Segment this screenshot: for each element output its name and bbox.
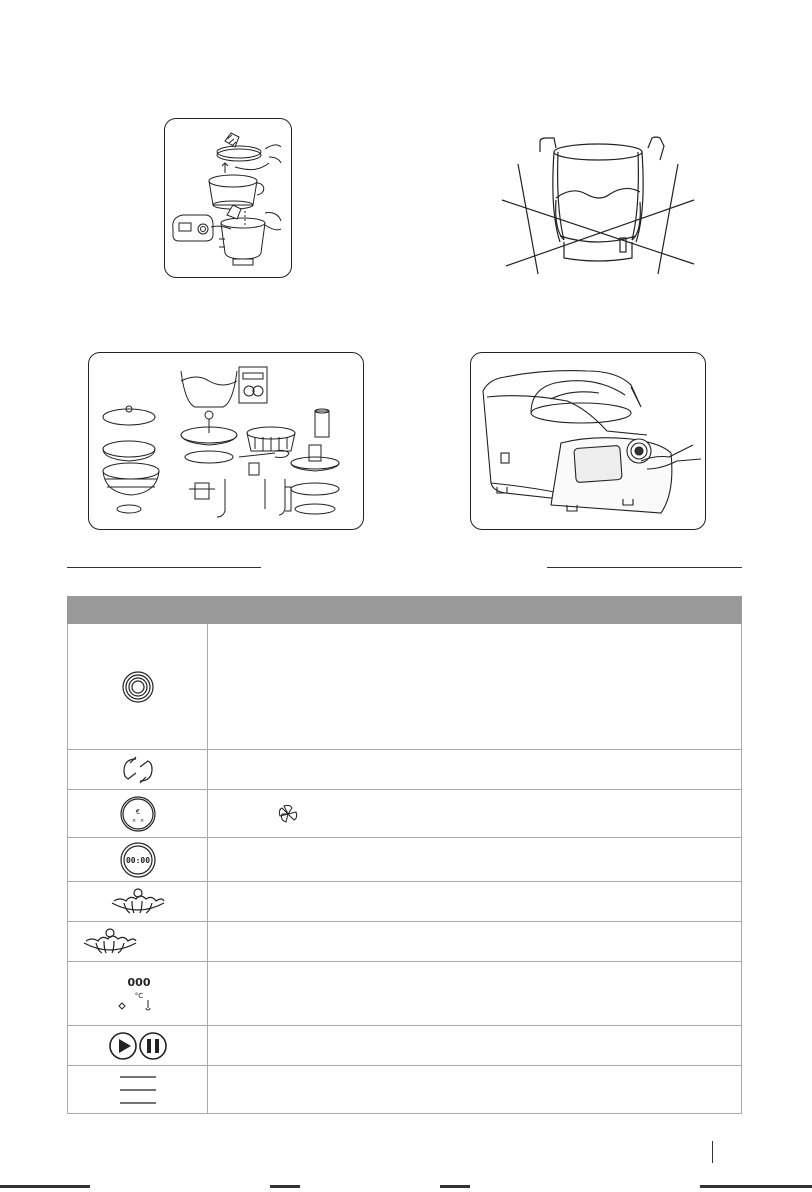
timer-dial-icon <box>68 840 207 880</box>
table-row <box>68 1026 742 1066</box>
table-cell-icon <box>68 1026 208 1066</box>
table-cell-icon <box>68 922 208 962</box>
knob-icon <box>68 669 207 705</box>
table-cell-text <box>208 922 742 962</box>
table-row <box>68 962 742 1026</box>
crop-mark <box>270 1185 300 1188</box>
table-cell-text <box>208 1026 742 1066</box>
timer-display: 00:00 <box>125 855 150 865</box>
table-cell-icon <box>68 1066 208 1114</box>
table-cell-text <box>208 624 742 750</box>
table-cell-icon <box>68 962 208 1026</box>
table-row <box>68 750 742 790</box>
fan-icon <box>276 803 300 825</box>
play-pause-icon <box>68 1031 207 1061</box>
reverse-rotation-icon <box>68 753 207 787</box>
table-header-col1 <box>68 597 208 624</box>
temp-value: 000 <box>127 975 150 989</box>
crop-mark <box>0 1185 90 1188</box>
table-cell-text <box>208 882 742 922</box>
table-row <box>68 1066 742 1114</box>
table-row <box>68 838 742 882</box>
crop-mark <box>440 1185 470 1188</box>
svg-text:×: × <box>139 817 144 824</box>
temperature-display-icon <box>68 974 207 1014</box>
speed-dial-icon <box>68 794 207 834</box>
bowl-handling-illustration <box>164 118 292 278</box>
steam-basket-icon-2 <box>82 927 207 957</box>
table-cell-icon <box>68 790 208 838</box>
table-cell-text <box>208 750 742 790</box>
svg-text:·: · <box>136 850 139 856</box>
temp-unit: °C <box>134 991 143 1000</box>
svg-text:€: € <box>135 807 140 816</box>
table-cell-icon <box>68 838 208 882</box>
table-row <box>68 922 742 962</box>
table-header-row <box>68 597 742 624</box>
menu-lines-icon <box>68 1073 207 1107</box>
section-rule-left <box>67 567 261 568</box>
table-cell-text <box>208 1066 742 1114</box>
svg-text:×: × <box>131 817 136 824</box>
page-number-divider <box>712 1141 713 1163</box>
table-cell-text <box>208 790 742 838</box>
table-header-col2 <box>208 597 742 624</box>
table-row <box>68 624 742 750</box>
steam-basket-icon <box>68 887 207 917</box>
table-cell-icon <box>68 624 208 750</box>
crop-mark <box>700 1185 812 1188</box>
section-rule-right <box>547 567 742 568</box>
table-cell-text <box>208 838 742 882</box>
table-row <box>68 882 742 922</box>
table-cell-text <box>208 962 742 1026</box>
accessories-illustration <box>88 352 364 530</box>
bowl-level-illustration <box>498 130 698 278</box>
table-cell-icon <box>68 750 208 790</box>
table-row <box>68 790 742 838</box>
appliance-illustration <box>470 352 706 530</box>
controls-table <box>67 596 742 1114</box>
table-cell-icon <box>68 882 208 922</box>
svg-text:·: · <box>136 865 139 871</box>
